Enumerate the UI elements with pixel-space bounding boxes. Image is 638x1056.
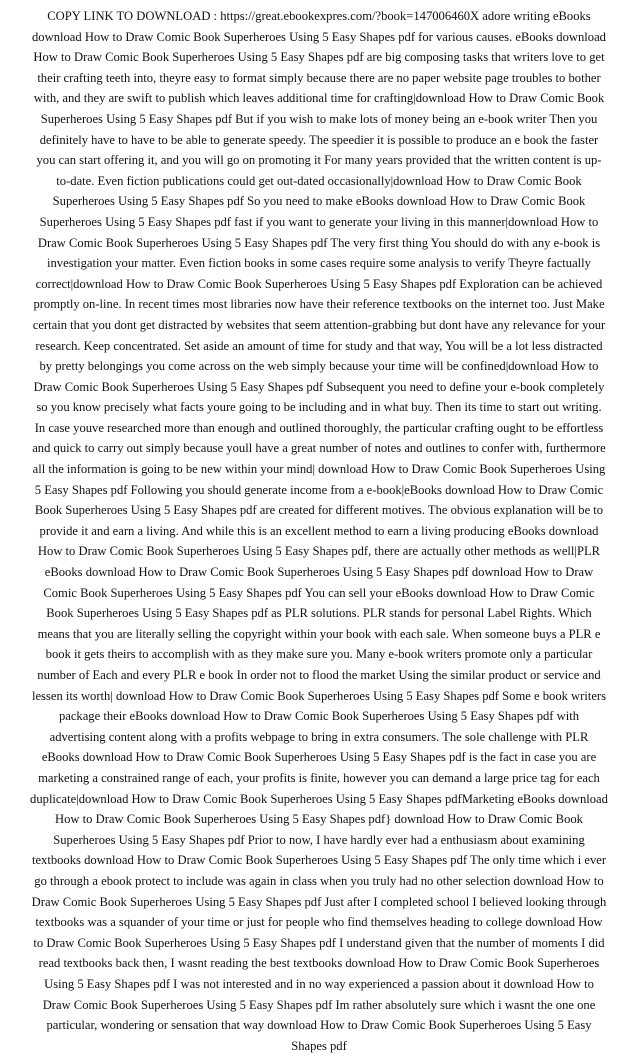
document-page bbox=[30, 6, 608, 1053]
document-body-text: COPY LINK TO DOWNLOAD : https://great.ebookexpres.com/?book=147006460X adore writing eBooks download How to Draw Comic Book Superheroes Using 5 Easy Shapes pdf for various causes. eBooks download How to Draw Comic Book Superheroes Using 5 Easy Shapes pdf are big composing tasks that writers love to get their crafting teeth into, theyre easy to format simply because there are no paper website page troubles to bother with, and they are swift to publish which leaves additional time for crafting|download How to Draw Comic Book Superheroes Using 5 Easy Shapes pdf But if you wish to make lots of money being an e-book writer Then you definitely have to have to be able to generate speedy. The speedier it is possible to produce an e book the faster you can start offering it, and you will go on promoting it For many years provided that the written content is up-to-date. Even fiction publications could get out-dated occasionally|download How to Draw Comic Book Superheroes Using 5 Easy Shapes pdf So you need to make eBooks download How to Draw Comic Book Superheroes Using 5 Easy Shapes pdf fast if you want to generate your living in this manner|download How to Draw Comic Book Superheroes Using 5 Easy Shapes pdf The very first thing You should do with any e-book is investigation your matter. Even fiction books in some cases require some analysis to verify Theyre factually correct|download How to Draw Comic Book Superheroes Using 5 Easy Shapes pdf Exploration can be achieved promptly on-line. In recent times most libraries now have their reference textbooks on the internet too. Just Make certain that you dont get distracted by websites that seem attention-grabbing but dont have any relevance for your research. Keep concentrated. Set aside an amount of time for study and that way, You will be a lot less distracted by pretty belongings you come across on the web simply because your time will be confined|download How to Draw Comic Book Superheroes Using 5 Easy Shapes pdf Subsequent you need to define your e-book completely so you know precisely what facts youre going to be including and in what buy. Then its time to start out writing. In case youve researched more than enough and outlined thoroughly, the particular crafting ought to be effortless and quick to carry out simply because youll have a great number of notes and outlines to confer with, furthermore all the information is going to be new within your mind| download How to Draw Comic Book Superheroes Using 5 Easy Shapes pdf Following you should generate income from a e-book|eBooks download How to Draw Comic Book Superheroes Using 5 Easy Shapes pdf are created for different motives. The obvious explanation will be to provide it and earn a living. And while this is an excellent method to earn a living producing eBooks download How to Draw Comic Book Superheroes Using 5 Easy Shapes pdf, there are actually other methods as well|PLR eBooks download How to Draw Comic Book Superheroes Using 5 Easy Shapes pdf download How to Draw Comic Book Superheroes Using 5 Easy Shapes pdf You can sell your eBooks download How to Draw Comic Book Superheroes Using 5 Easy Shapes pdf as PLR solutions. PLR stands for personal Label Rights. Which means that you are literally selling the copyright within your book with each sale. When someone buys a PLR e book it gets theirs to accomplish with as they make sure you. Many e-book writers promote only a particular number of Each and every PLR e book In order not to flood the market Using the similar product or service and lessen its worth| download How to Draw Comic Book Superheroes Using 5 Easy Shapes pdf Some e book writers package their eBooks download How to Draw Comic Book Superheroes Using 5 Easy Shapes pdf with advertising content along with a profits webpage to bring in extra consumers. The sole challenge with PLR eBooks download How to Draw Comic Book Superheroes Using 5 Easy Shapes pdf is the fact in case you are marketing a constrained range of each, your profits is finite, however you can demand a large price tag for each duplicate|download How to Draw Comic Book Superheroes Using 5 Easy Shapes pdfMarketing eBooks download How to Draw Comic Book Superheroes Using 5 Easy Shapes pdf} download How to Draw Comic Book Superheroes Using 5 Easy Shapes pdf Prior to now, I have hardly ever had a enthusiasm about examining textbooks download How to Draw Comic Book Superheroes Using 5 Easy Shapes pdf The only time which i ever go through a ebook protect to include was again in class when you truly had no other selection download How to Draw Comic Book Superheroes Using 5 Easy Shapes pdf Just after I completed school I believed looking through textbooks was a squander of your time or just for people who find themselves heading to college download How to Draw Comic Book Superheroes Using 5 Easy Shapes pdf I understand given that the number of moments I did read textbooks back then, I wasnt reading the best textbooks download How to Draw Comic Book Superheroes Using 5 Easy Shapes pdf I was not interested and in no way experienced a passion about it download How to Draw Comic Book Superheroes Using 5 Easy Shapes pdf Im rather absolutely sure which i wasnt the one one particular, wondering or sensation that way download How to Draw Comic Book Superheroes Using 5 Easy Shapes pdf bbox=[30, 9, 608, 1053]
